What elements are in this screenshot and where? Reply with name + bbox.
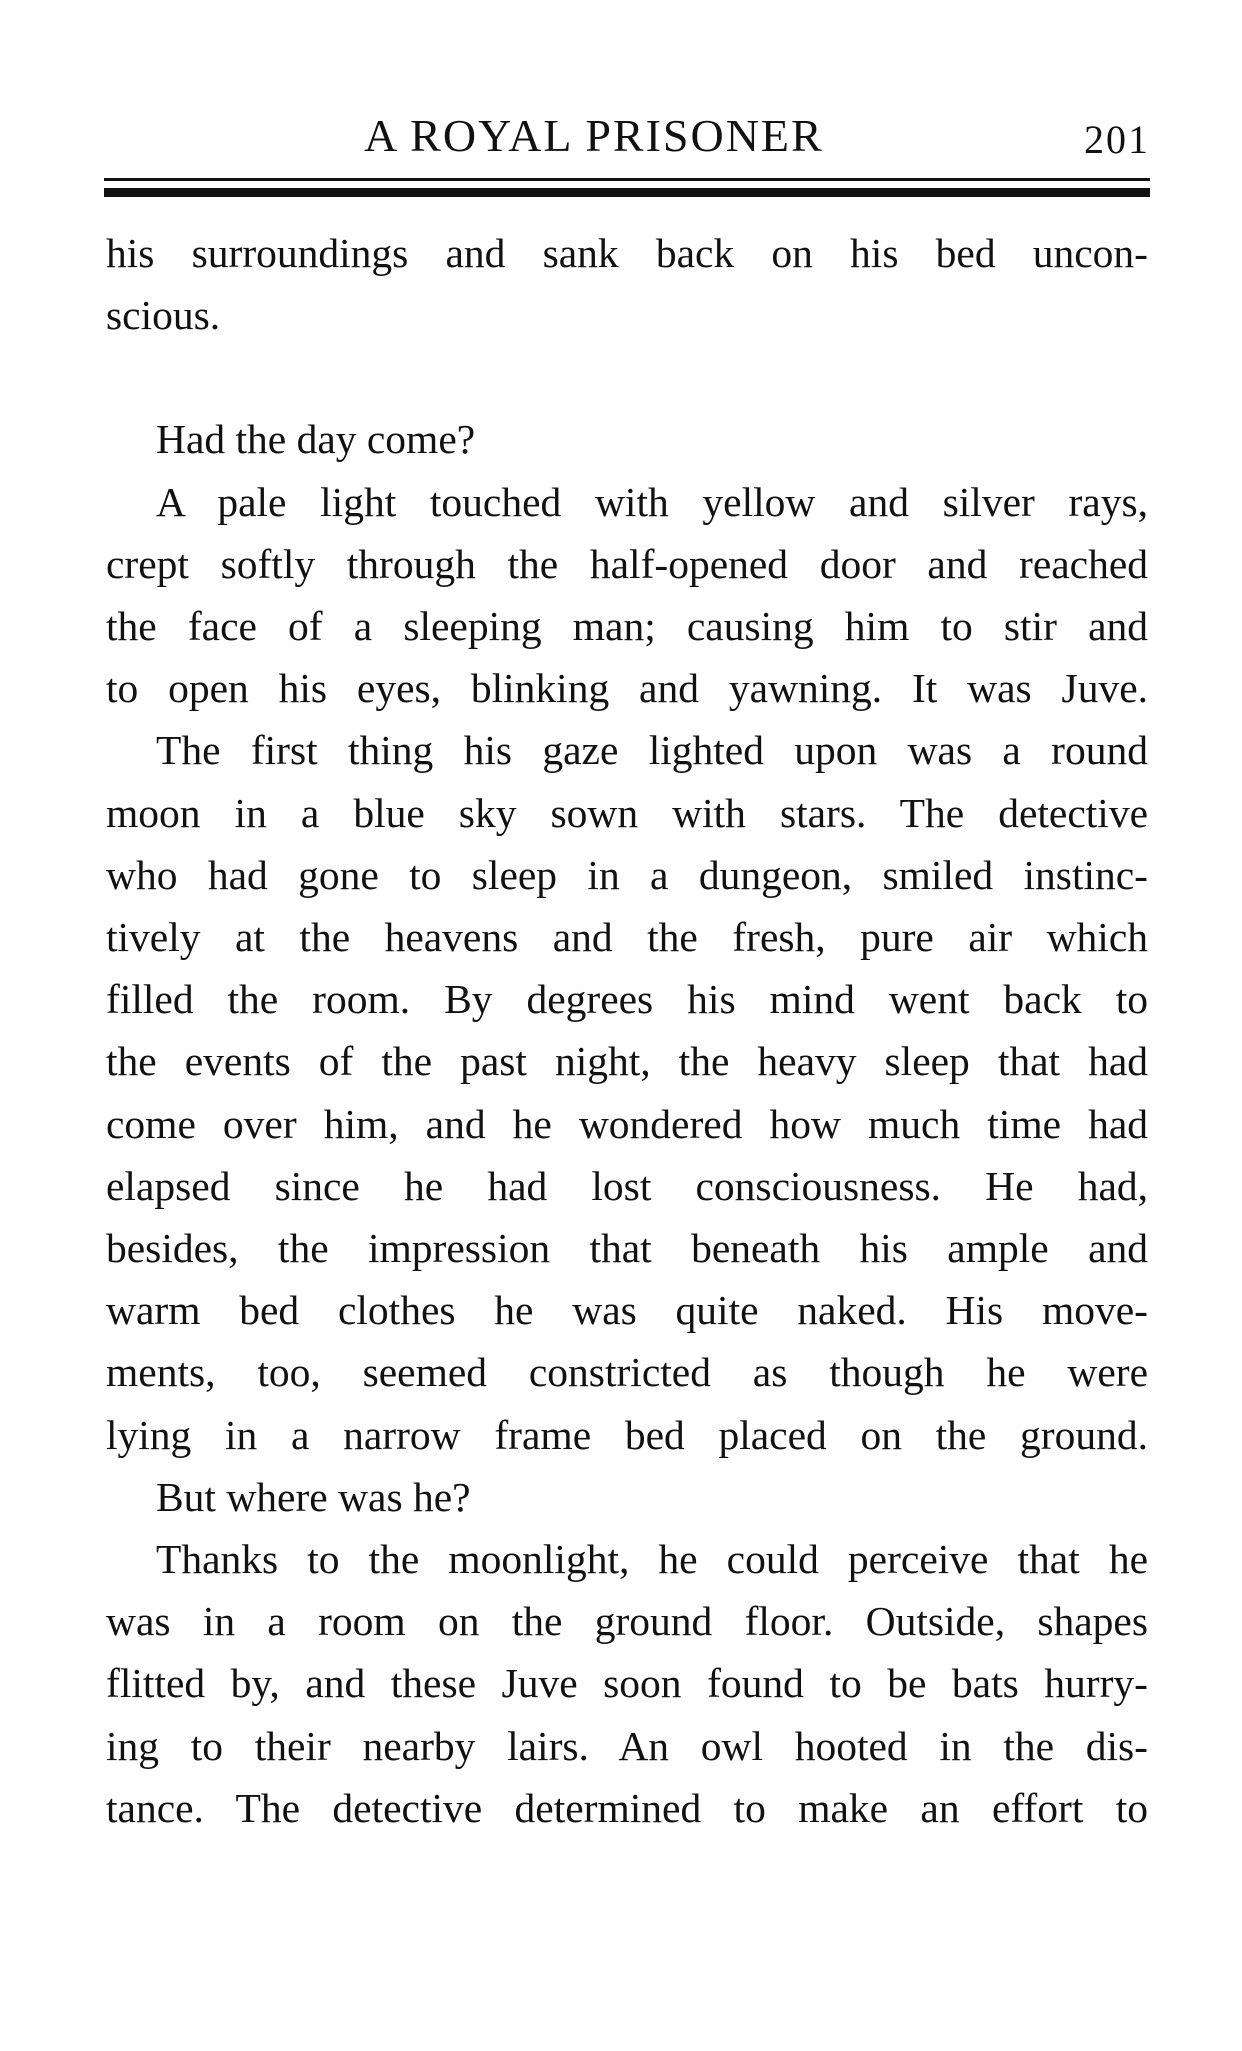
running-head xyxy=(104,106,1150,166)
text-line: tively at the heavens and the fresh, pure air which xyxy=(106,914,1148,961)
text-line: But where was he? xyxy=(156,1473,471,1520)
text-line: elapsed since he had lost consciousness. He had, xyxy=(106,1162,1148,1209)
running-title: A ROYAL PRISONER xyxy=(364,110,824,161)
page-number: 201 xyxy=(1084,117,1150,162)
text-line: lying in a narrow frame bed placed on the ground. xyxy=(106,1411,1148,1458)
text-line: the events of the past night, the heavy sleep that had xyxy=(106,1038,1148,1085)
text-line: ments, too, seemed constricted as though he were xyxy=(106,1349,1148,1396)
text-line: besides, the impression that beneath his ample and xyxy=(106,1225,1148,1272)
text-line: A pale light touched with yellow and silver rays, xyxy=(156,478,1148,525)
text-line: tance. The detective determined to make an effort to xyxy=(106,1784,1148,1831)
text-line: who had gone to sleep in a dungeon, smiled instinc- xyxy=(106,851,1148,898)
header-rule-thick xyxy=(104,188,1150,197)
text-line: was in a room on the ground floor. Outside, shapes xyxy=(106,1598,1148,1645)
header-rule-thin xyxy=(104,178,1150,181)
body-text xyxy=(106,222,1148,1839)
text-line: his surroundings and sank back on his bed uncon- xyxy=(106,230,1148,276)
text-line: scious. xyxy=(106,292,221,339)
text-line: moon in a blue sky sown with stars. The detective xyxy=(106,789,1148,836)
text-line: crept softly through the half-opened door and reached xyxy=(106,540,1148,587)
text-line: Thanks to the moonlight, he could perceive that he xyxy=(156,1536,1148,1583)
text-line: flitted by, and these Juve soon found to be bats hurry- xyxy=(106,1660,1148,1707)
text-line: warm bed clothes he was quite naked. His move- xyxy=(106,1287,1148,1334)
text-line: The first thing his gaze lighted upon was a round xyxy=(156,727,1148,774)
text-line: Had the day come? xyxy=(156,416,476,463)
text-line: come over him, and he wondered how much time had xyxy=(106,1100,1148,1147)
text-line: ing to their nearby lairs. An owl hooted in the dis- xyxy=(106,1722,1148,1769)
text-line: filled the room. By degrees his mind went back to xyxy=(106,976,1148,1023)
text-line: the face of a sleeping man; causing him to stir and xyxy=(106,603,1148,650)
text-line: to open his eyes, blinking and yawning. It was Juve. xyxy=(106,665,1148,712)
